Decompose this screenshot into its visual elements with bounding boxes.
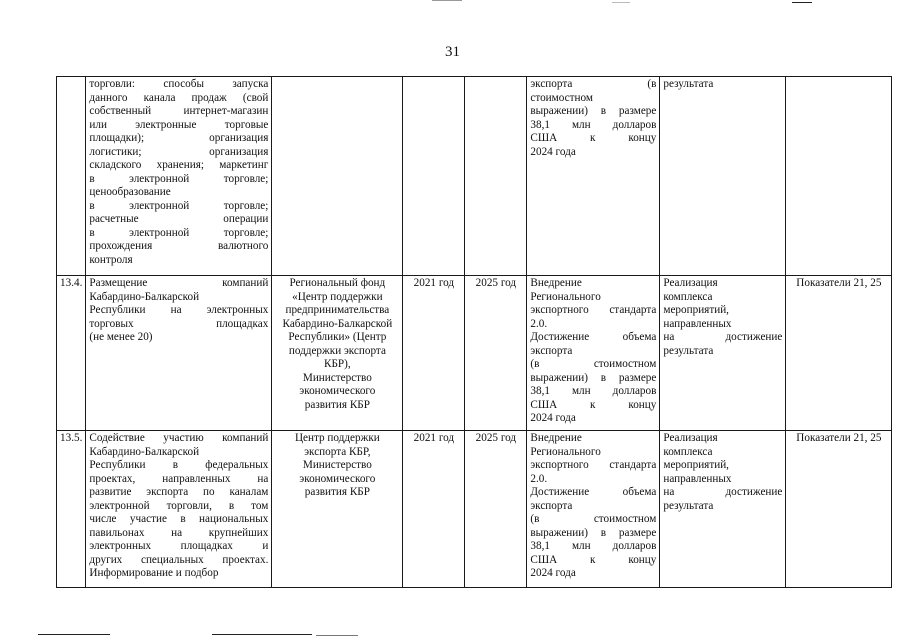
text-line: Регионального — [530, 290, 601, 303]
text-line: или электронные торговые — [89, 118, 269, 131]
text-line: Кабардино-Балкарской — [89, 290, 200, 303]
indicators-cell — [786, 77, 892, 276]
executor-cell — [272, 431, 403, 588]
indicators-cell: Показатели 21, 25 — [786, 276, 892, 431]
executor-lines — [275, 277, 399, 412]
result-lines — [530, 432, 656, 581]
result-cell — [527, 431, 660, 588]
text-line: ценообразование — [89, 186, 171, 198]
text-line: Размещение компаний — [89, 277, 269, 289]
row-number-cell — [57, 77, 86, 276]
text-line: предпринимательства — [285, 304, 390, 316]
control-lines — [663, 277, 782, 358]
text-line: США к концу — [530, 553, 657, 566]
text-line: экспорта КБР, — [304, 445, 371, 458]
executor-cell — [272, 276, 403, 431]
text-line: Республики на электронных — [89, 304, 269, 316]
text-line: Внедрение — [530, 277, 582, 289]
text-line: Достижение объема — [530, 331, 657, 343]
text-line: Республики в федеральных — [89, 459, 269, 471]
control-cell — [660, 77, 786, 276]
scan-artifact-bottom-mid — [212, 634, 312, 635]
text-line: результата — [663, 78, 714, 90]
text-line: контроля — [89, 253, 133, 266]
text-line: 2024 года — [530, 412, 576, 424]
text-line: направленных — [663, 472, 732, 485]
text-line: выражении) в размере — [530, 105, 657, 117]
end-year-cell: 2025 год — [465, 276, 527, 431]
activity-name-cell — [86, 77, 272, 276]
text-line: выражении) в размере — [530, 371, 657, 384]
text-line: Достижение объема — [530, 486, 657, 498]
table-row — [57, 431, 892, 588]
text-line: электронных площадках и — [89, 540, 269, 552]
table-row — [57, 276, 892, 431]
text-line: данного канала продаж (свой — [89, 91, 269, 104]
text-line: 38,1 млн долларов — [530, 385, 657, 397]
text-line: развития КБР — [304, 486, 370, 498]
text-line: собственный интернет-магазин — [89, 105, 269, 117]
text-line: торговых площадках — [89, 317, 269, 330]
result-lines — [530, 78, 656, 159]
text-line: в электронной торговле; — [89, 226, 269, 239]
text-line: развитие экспорта по каналам — [89, 486, 269, 498]
text-line: Региональный фонд — [289, 277, 386, 289]
text-line: выражении) в размере — [530, 526, 657, 539]
text-line: числе участие в национальных — [89, 513, 269, 525]
text-line: стоимостном — [530, 91, 593, 104]
start-year-cell: 2021 год — [403, 431, 465, 588]
scan-artifact-bottom-mid2 — [316, 635, 358, 636]
executor-cell — [272, 77, 403, 276]
result-cell — [527, 276, 660, 431]
text-line: экономического — [299, 385, 376, 397]
text-line: прохождения валютного — [89, 240, 269, 252]
text-line: Центр поддержки — [294, 432, 380, 444]
text-line: Кабардино-Балкарской — [282, 317, 393, 330]
result-cell — [527, 77, 660, 276]
activity-name-lines — [89, 78, 268, 267]
text-line: других специальных проектах. — [89, 553, 269, 566]
activity-name-lines — [89, 432, 268, 581]
row-number-cell: 13.5. — [57, 431, 86, 588]
text-line: экспорта (в — [530, 78, 657, 90]
end-year-cell: 2025 год — [465, 431, 527, 588]
text-line: Внедрение — [530, 432, 582, 444]
text-line: мероприятий, — [663, 459, 729, 471]
text-line: 2.0. — [530, 317, 548, 330]
scan-artifact-top-right — [612, 2, 630, 3]
control-lines — [663, 78, 782, 92]
text-line: торговли: способы запуска — [89, 78, 269, 90]
text-line: 2024 года — [530, 145, 576, 158]
text-line: 38,1 млн долларов — [530, 118, 657, 131]
page-number: 31 — [445, 44, 460, 60]
text-line: поддержки экспорта — [288, 344, 386, 357]
text-line: мероприятий, — [663, 304, 729, 316]
text-line: 38,1 млн долларов — [530, 540, 657, 552]
control-lines — [663, 432, 782, 513]
text-line: Республики» (Центр — [288, 331, 387, 343]
text-line: в электронной торговле; — [89, 199, 269, 212]
control-cell — [660, 431, 786, 588]
text-line: на достижение — [663, 331, 783, 343]
text-line: экспортного стандарта — [530, 304, 657, 316]
text-line: США к концу — [530, 398, 657, 411]
text-line: Содействие участию компаний — [89, 432, 269, 444]
text-line: развития КБР — [304, 398, 370, 411]
text-line: результата — [663, 499, 714, 512]
text-line: США к концу — [530, 132, 657, 144]
executor-lines — [275, 432, 399, 500]
text-line: Министерство — [302, 371, 372, 384]
text-line: 2.0. — [530, 472, 548, 485]
text-line: Регионального — [530, 445, 601, 458]
text-line: результата — [663, 344, 714, 357]
start-year-cell — [403, 77, 465, 276]
text-line: «Центр поддержки — [292, 290, 383, 303]
text-line: Реализация — [663, 432, 718, 444]
text-line: электронной торговли, в том — [89, 499, 269, 512]
text-line: павильонах на крупнейших — [89, 526, 269, 539]
scan-artifact-top — [432, 0, 462, 1]
activity-name-cell — [86, 276, 272, 431]
activity-name-cell — [86, 431, 272, 588]
row-number-cell: 13.4. — [57, 276, 86, 431]
scan-artifact-corner — [792, 2, 812, 3]
text-line: проектах, направленных на — [89, 472, 269, 485]
text-line: 2024 года — [530, 567, 576, 579]
text-line: экономического — [299, 472, 376, 485]
text-line: КБР), — [324, 358, 351, 370]
activity-name-lines — [89, 277, 268, 345]
text-line: комплекса — [663, 290, 713, 303]
text-line: комплекса — [663, 445, 713, 458]
text-line: Реализация — [663, 277, 718, 289]
text-line: (в стоимостном — [530, 358, 657, 370]
start-year-cell: 2021 год — [403, 276, 465, 431]
control-cell — [660, 276, 786, 431]
text-line: экспорта — [530, 499, 573, 512]
text-line: в электронной торговле; — [89, 172, 269, 185]
result-lines — [530, 277, 656, 426]
text-line: (в стоимостном — [530, 513, 657, 525]
text-line: расчетные операции — [89, 213, 269, 225]
text-line: Информирование и подбор — [89, 567, 219, 579]
activities-table — [56, 76, 892, 588]
text-line: экспорта — [530, 344, 573, 357]
text-line: складского хранения; маркетинг — [89, 159, 269, 171]
text-line: направленных — [663, 317, 732, 330]
scan-artifact-bottom-left — [38, 634, 110, 635]
text-line: Кабардино-Балкарской — [89, 445, 200, 458]
table-row — [57, 77, 892, 276]
end-year-cell — [465, 77, 527, 276]
text-line: площадки); организация — [89, 132, 269, 144]
text-line: на достижение — [663, 486, 783, 498]
text-line: (не менее 20) — [89, 331, 153, 343]
text-line: логистики; организация — [89, 145, 269, 158]
text-line: Министерство — [302, 459, 372, 471]
indicators-cell: Показатели 21, 25 — [786, 431, 892, 588]
text-line: экспортного стандарта — [530, 459, 657, 471]
